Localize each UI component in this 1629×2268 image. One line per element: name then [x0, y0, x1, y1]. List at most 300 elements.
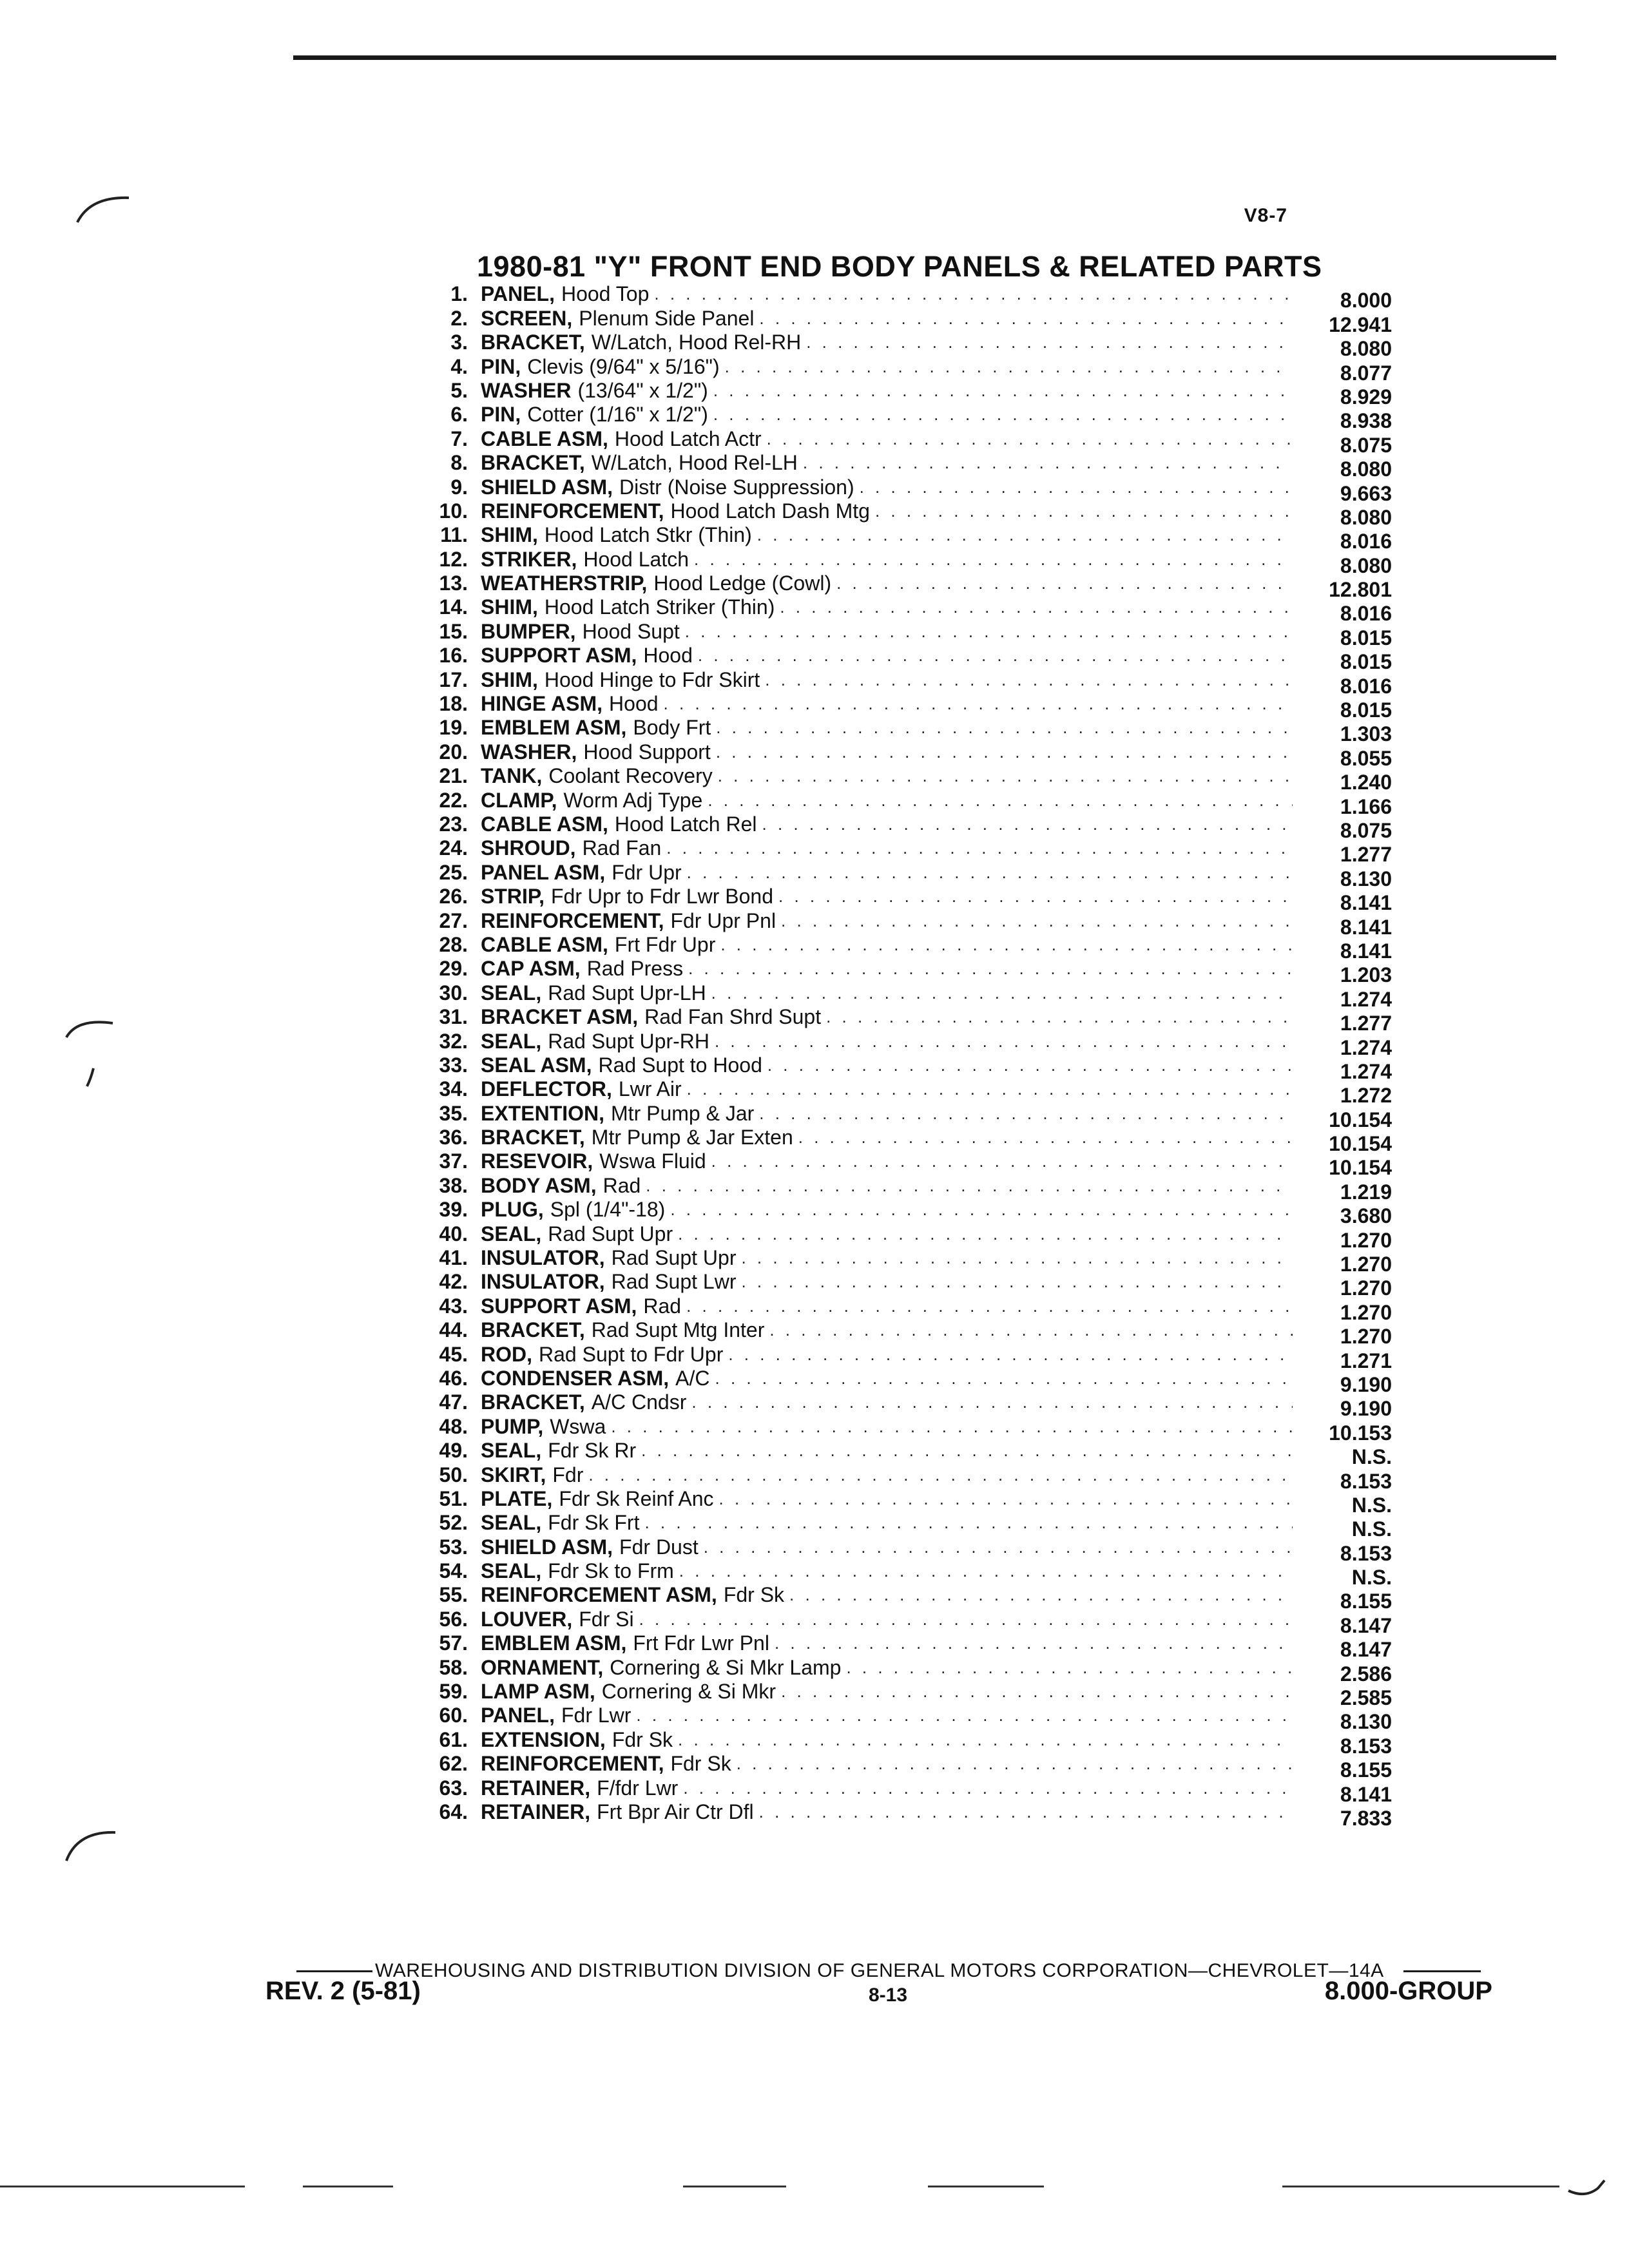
part-description: Hood Ledge (Cowl) [653, 572, 832, 595]
part-number: 48. [439, 1414, 468, 1438]
dot-leader [780, 595, 1293, 619]
part-row [425, 1414, 1392, 1445]
part-row [425, 1005, 1392, 1035]
part-group-number: 12.801 [1329, 578, 1392, 602]
part-number: 56. [439, 1607, 468, 1631]
part-row [425, 1294, 1392, 1324]
part-row [425, 740, 1392, 770]
part-row [425, 1077, 1392, 1108]
part-number: 25. [439, 860, 468, 884]
part-group-number: 10.154 [1329, 1132, 1392, 1156]
part-group-number: 8.141 [1340, 939, 1392, 963]
dot-leader [713, 379, 1293, 403]
dot-leader [769, 1318, 1293, 1342]
dot-leader [762, 812, 1293, 836]
part-description: Fdr Upr to Fdr Lwr Bond [551, 885, 773, 908]
part-name: CABLE ASM, [481, 932, 608, 956]
part-name: SHIM, [481, 595, 538, 619]
part-group-number: 1.277 [1340, 1012, 1392, 1035]
part-description: Frt Fdr Lwr Pnl [633, 1631, 769, 1655]
dot-leader [646, 1174, 1293, 1198]
part-description: Hood Latch Rel [614, 812, 757, 836]
part-row [425, 1704, 1392, 1734]
part-row [425, 1511, 1392, 1541]
footer-division-text: WAREHOUSING AND DISTRIBUTION DIVISION OF GENERAL MOTORS CORPORATION—CHEVROLET—14A [375, 1960, 1384, 1981]
part-group-number: 8.055 [1340, 746, 1392, 770]
part-group-number: 10.153 [1329, 1421, 1392, 1445]
part-group-number: 1.166 [1340, 794, 1392, 818]
part-row [425, 427, 1392, 457]
part-group-number: 8.153 [1340, 1469, 1392, 1493]
dot-leader [737, 1752, 1293, 1776]
part-number: 46. [439, 1366, 468, 1390]
page-code: V8-7 [1244, 205, 1287, 226]
dot-leader [694, 548, 1293, 572]
part-name: HINGE ASM, [481, 692, 603, 716]
scan-rule-segment [683, 2186, 786, 2187]
part-description: Rad Supt Lwr [611, 1270, 737, 1294]
part-description: Hood [643, 644, 693, 668]
part-name: INSULATOR, [481, 1270, 605, 1294]
part-number: 2. [450, 306, 468, 330]
part-name: REINFORCEMENT, [481, 908, 664, 932]
footer-dash-right [1403, 1970, 1481, 1972]
part-name: ROD, [481, 1342, 532, 1366]
part-number: 59. [439, 1680, 468, 1704]
part-row [425, 1390, 1392, 1421]
dot-leader [716, 716, 1293, 740]
part-description: Distr (Noise Suppression) [619, 475, 854, 499]
dot-leader [765, 668, 1293, 692]
dot-leader [757, 523, 1293, 547]
part-group-number: 8.080 [1340, 553, 1392, 577]
part-row [425, 812, 1392, 842]
part-name: REINFORCEMENT ASM, [481, 1583, 717, 1607]
dot-leader [688, 957, 1293, 981]
dot-leader [798, 1126, 1293, 1149]
part-group-number: 8.155 [1340, 1758, 1392, 1782]
part-name: SEAL, [481, 1439, 542, 1463]
scan-swoosh-mark [1566, 2171, 1617, 2204]
part-group-number: N.S. [1351, 1517, 1392, 1541]
part-group-number: 8.015 [1340, 626, 1392, 649]
part-row [425, 1246, 1392, 1276]
dot-leader [711, 1149, 1293, 1173]
parts-list [425, 282, 1392, 1830]
part-row [425, 475, 1392, 505]
part-row [425, 1655, 1392, 1686]
part-number: 44. [439, 1318, 468, 1342]
part-group-number: N.S. [1351, 1493, 1392, 1517]
part-group-number: 1.277 [1340, 843, 1392, 867]
part-group-number: 8.929 [1340, 385, 1392, 408]
part-number: 23. [439, 812, 468, 836]
part-number: 7. [450, 427, 468, 450]
dot-leader [713, 403, 1293, 427]
part-row [425, 981, 1392, 1011]
part-group-number: 8.141 [1340, 1782, 1392, 1806]
part-name: BRACKET, [481, 331, 585, 354]
part-group-number: 8.016 [1340, 602, 1392, 626]
dot-leader [654, 282, 1293, 306]
top-rule [293, 55, 1556, 60]
page-number: 8-13 [869, 1984, 908, 2006]
part-number: 5. [450, 378, 468, 402]
part-description: A/C [675, 1366, 710, 1390]
part-number: 6. [450, 403, 468, 427]
dot-leader [678, 1222, 1293, 1246]
part-description: Fdr Sk [670, 1752, 731, 1776]
part-group-number: 1.274 [1340, 987, 1392, 1011]
part-group-number: 8.153 [1340, 1734, 1392, 1758]
part-group-number: 2.586 [1340, 1662, 1392, 1686]
part-name: SKIRT, [481, 1463, 546, 1486]
part-name: LOUVER, [481, 1607, 573, 1631]
part-name: SEAL, [481, 1222, 542, 1245]
part-group-number: 3.680 [1340, 1204, 1392, 1228]
hole-punch-mark [61, 1012, 126, 1095]
part-group-number: 8.075 [1340, 433, 1392, 457]
part-number: 8. [450, 451, 468, 475]
part-number: 47. [439, 1390, 468, 1414]
part-description: Coolant Recovery [548, 764, 713, 788]
part-number: 18. [439, 692, 468, 716]
part-group-number: 8.141 [1340, 915, 1392, 939]
part-number: 49. [439, 1439, 468, 1463]
part-name: SUPPORT ASM, [481, 1294, 637, 1318]
part-row [425, 619, 1392, 649]
part-description: Fdr Sk Frt [548, 1511, 640, 1535]
part-name: PLATE, [481, 1486, 553, 1510]
part-number: 10. [439, 499, 468, 523]
part-name: CABLE ASM, [481, 427, 608, 450]
part-name: REINFORCEMENT, [481, 1752, 664, 1776]
dot-leader [666, 836, 1293, 860]
part-description: Rad Supt Upr [548, 1222, 673, 1245]
part-number: 35. [439, 1101, 468, 1125]
dot-leader [781, 909, 1293, 933]
scan-rule-segment [0, 2186, 245, 2187]
part-name: WASHER [481, 378, 572, 402]
part-group-number: 8.016 [1340, 674, 1392, 698]
part-description: Fdr [552, 1463, 584, 1486]
part-description: F/fdr Lwr [597, 1776, 679, 1800]
part-number: 19. [439, 716, 468, 740]
part-name: RETAINER, [481, 1800, 591, 1823]
part-name: EXTENTION, [481, 1101, 605, 1125]
part-name: SHROUD, [481, 836, 576, 860]
part-name: EMBLEM ASM, [481, 1631, 627, 1655]
part-number: 51. [439, 1486, 468, 1510]
part-number: 11. [440, 523, 468, 547]
part-row [425, 1029, 1392, 1059]
part-name: DEFLECTOR, [481, 1077, 612, 1101]
part-number: 61. [439, 1727, 468, 1751]
part-description: Cornering & Si Mkr Lamp [610, 1655, 842, 1679]
part-name: SHIM, [481, 523, 538, 547]
part-name: CAP ASM, [481, 957, 581, 981]
dot-leader [664, 692, 1293, 716]
hole-punch-mark [61, 1823, 126, 1869]
part-number: 64. [439, 1800, 468, 1823]
part-number: 53. [439, 1535, 468, 1559]
part-description: Frt Fdr Upr [614, 932, 716, 956]
dot-leader [683, 1776, 1293, 1800]
dot-leader [775, 1631, 1293, 1655]
part-description: Rad Supt to Hood [598, 1053, 762, 1077]
part-group-number: N.S. [1351, 1566, 1392, 1590]
part-description: Body Frt [633, 716, 711, 740]
part-number: 39. [439, 1198, 468, 1222]
part-row [425, 1053, 1392, 1083]
part-row [425, 354, 1392, 385]
part-group-number: 10.154 [1329, 1156, 1392, 1180]
part-group-number: 1.270 [1340, 1300, 1392, 1324]
dot-leader [687, 1077, 1293, 1101]
part-description: Hood Supt [582, 619, 680, 643]
part-row [425, 692, 1392, 722]
part-row [425, 523, 1392, 553]
part-group-number: 8.080 [1340, 505, 1392, 529]
part-group-number: 1.274 [1340, 1035, 1392, 1059]
part-number: 38. [439, 1173, 468, 1197]
part-name: WEATHERSTRIP, [481, 572, 648, 595]
part-row [425, 932, 1392, 963]
revision-label: REV. 2 (5-81) [265, 1977, 421, 2005]
dot-leader [718, 764, 1293, 788]
part-description: Mtr Pump & Jar [611, 1101, 755, 1125]
dot-leader [806, 331, 1293, 354]
part-name: SEAL, [481, 981, 542, 1004]
part-number: 29. [439, 957, 468, 981]
part-description: Fdr Sk Reinf Anc [559, 1486, 714, 1510]
part-name: BUMPER, [481, 619, 576, 643]
part-group-number: 1.303 [1340, 722, 1392, 746]
part-number: 1. [450, 282, 468, 306]
dot-leader [678, 1728, 1293, 1752]
part-description: W/Latch, Hood Rel-RH [591, 331, 802, 354]
part-description: (13/64" x 1/2") [577, 378, 708, 402]
dot-leader [826, 1005, 1293, 1029]
part-name: PANEL, [481, 1704, 555, 1727]
part-description: Rad Fan [582, 836, 662, 860]
dot-leader [691, 1390, 1293, 1414]
dot-leader [781, 1680, 1293, 1704]
dot-leader [641, 1439, 1293, 1463]
part-number: 57. [439, 1631, 468, 1655]
part-number: 30. [439, 981, 468, 1004]
part-description: Cotter (1/16" x 1/2") [527, 403, 708, 427]
page-title: 1980-81 "Y" FRONT END BODY PANELS & RELATED PARTS [477, 250, 1322, 283]
part-group-number: 9.190 [1340, 1397, 1392, 1421]
part-name: SEAL, [481, 1511, 542, 1535]
part-group-number: 1.240 [1340, 771, 1392, 794]
part-description: Rad Supt Mtg Inter [591, 1318, 765, 1342]
footer-dash-left [296, 1970, 372, 1972]
part-row [425, 547, 1392, 577]
part-description: Cornering & Si Mkr [601, 1680, 776, 1704]
dot-leader [725, 355, 1293, 379]
part-description: Plenum Side Panel [579, 306, 755, 330]
part-row [425, 860, 1392, 890]
dot-leader [836, 572, 1293, 595]
part-row [425, 1439, 1392, 1469]
part-number: 34. [439, 1077, 468, 1101]
part-row [425, 1752, 1392, 1782]
dot-leader [719, 1487, 1293, 1511]
part-name: ORNAMENT, [481, 1655, 604, 1679]
part-group-number: 8.080 [1340, 457, 1392, 481]
part-description: Wswa Fluid [599, 1149, 706, 1173]
part-name: RETAINER, [481, 1776, 591, 1800]
part-name: INSULATOR, [481, 1246, 605, 1270]
part-description: Wswa [550, 1414, 606, 1438]
part-description: Fdr Sk [723, 1583, 785, 1607]
part-description: Fdr Upr Pnl [670, 908, 776, 932]
part-row [425, 1366, 1392, 1396]
part-row [425, 1222, 1392, 1252]
part-name: SCREEN, [481, 306, 573, 330]
dot-leader [759, 1800, 1293, 1824]
part-row [425, 644, 1392, 674]
part-number: 40. [439, 1222, 468, 1245]
part-number: 13. [439, 572, 468, 595]
part-name: RESEVOIR, [481, 1149, 593, 1173]
part-row [425, 282, 1392, 312]
dot-leader [711, 981, 1293, 1005]
part-row [425, 668, 1392, 698]
part-number: 14. [439, 595, 468, 619]
part-description: Fdr Sk to Frm [548, 1559, 674, 1583]
part-row [425, 1318, 1392, 1349]
scan-rule-segment [928, 2186, 1044, 2187]
part-group-number: 8.153 [1340, 1541, 1392, 1565]
dot-leader [679, 1559, 1293, 1583]
part-number: 17. [439, 668, 468, 691]
part-group-number: 8.130 [1340, 867, 1392, 890]
part-row [425, 908, 1392, 939]
part-group-number: 8.147 [1340, 1613, 1392, 1637]
dot-leader [715, 1367, 1293, 1390]
part-group-number: 1.272 [1340, 1084, 1392, 1108]
dot-leader [759, 307, 1293, 331]
part-description: W/Latch, Hood Rel-LH [591, 451, 798, 475]
dot-leader [686, 1294, 1293, 1318]
part-description: Rad Supt to Fdr Upr [539, 1342, 724, 1366]
part-name: PANEL, [481, 282, 555, 306]
part-name: PUMP, [481, 1414, 544, 1438]
dot-leader [741, 1246, 1293, 1270]
part-name: BRACKET, [481, 451, 585, 475]
part-row [425, 1149, 1392, 1180]
dot-leader [716, 740, 1293, 764]
dot-leader [708, 789, 1293, 812]
part-number: 22. [439, 788, 468, 812]
dot-leader [767, 427, 1293, 451]
dot-leader [759, 1102, 1293, 1126]
part-group-number: 8.000 [1340, 289, 1392, 312]
dot-leader [639, 1608, 1293, 1631]
part-group-number: 2.585 [1340, 1686, 1392, 1710]
part-row [425, 1342, 1392, 1372]
part-row [425, 331, 1392, 361]
part-number: 60. [439, 1704, 468, 1727]
part-name: WASHER, [481, 740, 577, 764]
part-name: SEAL, [481, 1029, 542, 1053]
part-description: Hood Latch Striker (Thin) [544, 595, 775, 619]
part-name: LAMP ASM, [481, 1680, 595, 1704]
dot-leader [644, 1511, 1293, 1535]
part-name: BRACKET ASM, [481, 1005, 639, 1029]
part-number: 50. [439, 1463, 468, 1486]
part-description: Hood Latch [583, 547, 689, 571]
part-description: Fdr Sk [612, 1727, 673, 1751]
part-group-number: 8.075 [1340, 818, 1392, 842]
part-row [425, 451, 1392, 481]
part-group-number: 9.663 [1340, 481, 1392, 505]
part-description: Hood Top [561, 282, 650, 306]
part-number: 45. [439, 1342, 468, 1366]
part-group-number: 8.147 [1340, 1638, 1392, 1662]
part-row [425, 1198, 1392, 1228]
dot-leader [875, 499, 1293, 523]
dot-leader [778, 885, 1293, 908]
part-group-number: 1.274 [1340, 1059, 1392, 1083]
part-row [425, 1776, 1392, 1806]
part-number: 26. [439, 885, 468, 908]
part-number: 20. [439, 740, 468, 764]
part-row [425, 595, 1392, 626]
dot-leader [687, 861, 1293, 885]
part-number: 31. [439, 1005, 468, 1029]
part-group-number: 1.271 [1340, 1349, 1392, 1372]
part-row [425, 957, 1392, 987]
part-name: EMBLEM ASM, [481, 716, 627, 740]
dot-leader [720, 933, 1293, 957]
part-name: PANEL ASM, [481, 860, 606, 884]
part-number: 3. [450, 331, 468, 354]
part-name: BRACKET, [481, 1390, 585, 1414]
part-row [425, 1101, 1392, 1131]
part-group-number: 1.270 [1340, 1276, 1392, 1300]
part-group-number: 8.080 [1340, 337, 1392, 361]
dot-leader [741, 1270, 1293, 1294]
dot-leader [704, 1535, 1293, 1559]
part-name: EXTENSION, [481, 1727, 606, 1751]
part-row [425, 1607, 1392, 1637]
part-number: 58. [439, 1655, 468, 1679]
part-group-number: 7.833 [1340, 1807, 1392, 1830]
part-row [425, 499, 1392, 529]
part-name: BRACKET, [481, 1126, 585, 1149]
part-description: Spl (1/4"-18) [550, 1198, 666, 1222]
group-label: 8.000-GROUP [1324, 1977, 1492, 2005]
part-number: 32. [439, 1029, 468, 1053]
part-name: BRACKET, [481, 1318, 585, 1342]
part-group-number: 1.270 [1340, 1325, 1392, 1349]
part-number: 15. [439, 619, 468, 643]
part-group-number: 1.270 [1340, 1253, 1392, 1276]
part-name: CONDENSER ASM, [481, 1366, 670, 1390]
part-number: 52. [439, 1511, 468, 1535]
part-name: SHIELD ASM, [481, 1535, 613, 1559]
part-row [425, 1559, 1392, 1590]
part-group-number: 10.154 [1329, 1108, 1392, 1131]
part-number: 12. [439, 547, 468, 571]
part-description: Rad Press [586, 957, 684, 981]
dot-leader [611, 1415, 1293, 1439]
part-description: Hood Latch Stkr (Thin) [544, 523, 752, 547]
